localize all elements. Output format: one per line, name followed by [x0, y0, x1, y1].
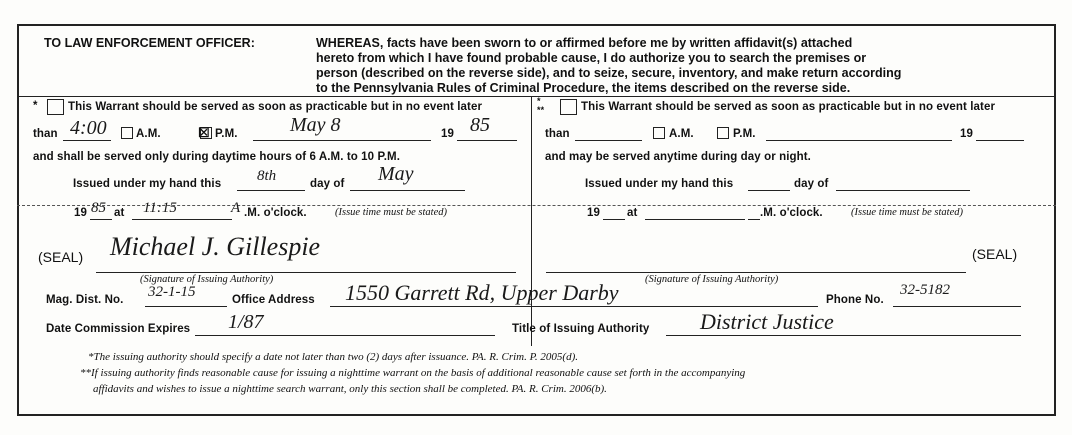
- title-authority-line: [666, 335, 1021, 336]
- left-signature[interactable]: Michael J. Gillespie: [110, 232, 321, 261]
- right-pm-checkbox[interactable]: [717, 127, 729, 139]
- left-time-year-prefix: 19: [74, 207, 87, 219]
- right-signature-line: [546, 272, 966, 273]
- footnote-1: *The issuing authority should specify a date not later than two (2) days after issuance. PA. R. Crim. P. 2005(d).: [88, 351, 578, 363]
- left-day-line: [237, 190, 305, 191]
- left-month-value[interactable]: May: [378, 163, 414, 185]
- column-divider: [531, 96, 532, 346]
- title-authority-value[interactable]: District Justice: [700, 309, 834, 334]
- mag-dist-value[interactable]: 32-1-15: [148, 284, 196, 300]
- right-day-line: [748, 190, 790, 191]
- left-pm-checkmark: ☒: [198, 125, 210, 140]
- left-daytime-text: and shall be served only during daytime hours of 6 A.M. to 10 P.M.: [33, 151, 401, 163]
- right-seal: (SEAL): [972, 246, 1018, 262]
- office-address-value[interactable]: 1550 Garrett Rd, Upper Darby: [345, 280, 619, 305]
- left-served-text: This Warrant should be served as soon as practicable but in no event later: [68, 101, 483, 113]
- left-signature-caption: (Signature of Issuing Authority): [140, 274, 274, 285]
- left-time-value[interactable]: 4:00: [70, 117, 107, 139]
- footnote-2b: affidavits and wishes to issue a nighttime search warrant, only this section shall be completed. PA. R. Crim. 2006(b).: [93, 383, 607, 395]
- left-time-line: [63, 140, 111, 141]
- right-at-label: at: [627, 207, 638, 219]
- right-date-line: [766, 140, 952, 141]
- header-lead: TO LAW ENFORCEMENT OFFICER:: [44, 36, 255, 50]
- left-year-value[interactable]: 85: [470, 114, 490, 136]
- commission-expires-value[interactable]: 1/87: [228, 311, 264, 333]
- commission-expires-label: Date Commission Expires: [46, 323, 191, 335]
- right-time-line: [575, 140, 642, 141]
- left-oclock-label: .M. o'clock.: [244, 207, 307, 219]
- left-at-label: at: [114, 207, 125, 219]
- right-dayof-label: day of: [794, 178, 829, 190]
- left-am-label: A.M.: [136, 128, 161, 140]
- right-served-checkbox[interactable]: [560, 99, 577, 115]
- header-line-1: WHEREAS, facts have been sworn to or affirmed before me by written affidavit(s) attached: [316, 36, 853, 50]
- header-line-2: hereto from which I have found probable cause, I do authorize you to search the premises or: [316, 51, 867, 65]
- left-meridiem-value[interactable]: A: [231, 200, 241, 216]
- left-seal: (SEAL): [38, 249, 84, 265]
- left-clock-line: [132, 219, 232, 220]
- left-issue-note: (Issue time must be stated): [335, 207, 447, 218]
- left-am-checkbox[interactable]: [121, 127, 133, 139]
- left-date-line: [253, 140, 431, 141]
- phone-label: Phone No.: [826, 294, 884, 306]
- phone-value[interactable]: 32-5182: [900, 282, 950, 298]
- title-authority-label: Title of Issuing Authority: [512, 323, 650, 335]
- right-am-label: A.M.: [669, 128, 694, 140]
- office-address-label: Office Address: [232, 294, 315, 306]
- left-time-year-value[interactable]: 85: [91, 200, 106, 216]
- mag-dist-label: Mag. Dist. No.: [46, 294, 124, 306]
- right-meridiem-line: [748, 219, 760, 220]
- left-year-line: [457, 140, 517, 141]
- right-am-checkbox[interactable]: [653, 127, 665, 139]
- left-month-line: [350, 190, 465, 191]
- left-issued-label: Issued under my hand this: [73, 178, 222, 190]
- right-asterisks: * **: [537, 96, 545, 115]
- left-pm-label: P.M.: [215, 128, 238, 140]
- right-clock-line: [645, 219, 745, 220]
- left-year-prefix: 19: [441, 128, 454, 140]
- left-than-label: than: [33, 128, 58, 140]
- right-anytime-text: and may be served anytime during day or night.: [545, 151, 811, 163]
- right-year-prefix: 19: [960, 128, 973, 140]
- right-time-year-prefix: 19: [587, 207, 600, 219]
- mag-dist-line: [145, 306, 227, 307]
- right-year-line: [976, 140, 1024, 141]
- header-line-4: to the Pennsylvania Rules of Criminal Procedure, the items described on the reverse side.: [316, 81, 851, 95]
- right-month-line: [836, 190, 970, 191]
- left-date-value[interactable]: May 8: [290, 114, 341, 136]
- phone-line: [893, 306, 1021, 307]
- office-address-line: [330, 306, 818, 307]
- left-asterisk: *: [33, 100, 38, 112]
- left-clock-value[interactable]: 11:15: [143, 200, 177, 216]
- right-than-label: than: [545, 128, 570, 140]
- left-time-year-line: [90, 219, 112, 220]
- right-signature-caption: (Signature of Issuing Authority): [645, 274, 779, 285]
- commission-expires-line: [195, 335, 495, 336]
- footnote-2a: **If issuing authority finds reasonable cause for issuing a nighttime warrant on the basis of additional reasonable cause set forth in the accompanying: [80, 367, 746, 379]
- right-issue-note: (Issue time must be stated): [851, 207, 963, 218]
- right-oclock-label: .M. o'clock.: [760, 207, 823, 219]
- header-line-3: person (described on the reverse side), and to seize, secure, inventory, and make return according: [316, 66, 902, 80]
- right-issued-label: Issued under my hand this: [585, 178, 734, 190]
- right-pm-label: P.M.: [733, 128, 756, 140]
- right-time-year-line: [603, 219, 625, 220]
- left-dayof-label: day of: [310, 178, 345, 190]
- right-served-text: This Warrant should be served as soon as practicable but in no event later: [581, 101, 996, 113]
- left-signature-line: [96, 272, 516, 273]
- left-day-value[interactable]: 8th: [257, 168, 277, 184]
- left-served-checkbox[interactable]: [47, 99, 64, 115]
